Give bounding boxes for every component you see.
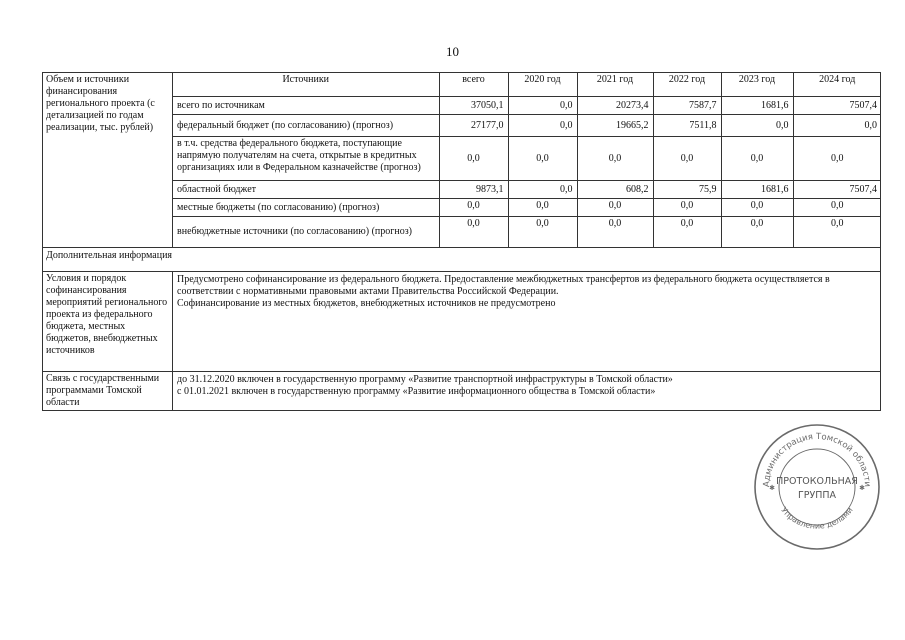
table-row — [173, 115, 881, 137]
header-2021: 2021 год — [577, 73, 653, 97]
source-cell: в т.ч. средства федерального бюджета, поступающие напрямую получателям на счета, открытые в кредитных организациях или в Федеральном казначействе (прогноз) — [173, 137, 439, 181]
value-cell: 7511,8 — [653, 115, 721, 137]
source-cell: внебюджетные источники (по согласованию) (прогноз) — [173, 217, 439, 247]
page-number: 10 — [446, 44, 459, 59]
cofinancing-text-1: Предусмотрено софинансирование из федерального бюджета. Предоставление межбюджетных трансфертов из федерального бюджета осуществляется в соответствии с нормативными правовыми актами Правительства Российской Федерации. — [177, 273, 830, 297]
value-cell: 0,0 — [577, 137, 653, 181]
value-cell: 7587,7 — [653, 97, 721, 115]
stamp-center-line2: ГРУППА — [797, 490, 837, 501]
value-cell: 20273,4 — [577, 97, 653, 115]
stamp-center-line1: ПРОТОКОЛЬНАЯ — [776, 476, 858, 487]
header-2024: 2024 год — [793, 73, 881, 97]
value-cell: 75,9 — [653, 181, 721, 199]
header-2023: 2023 год — [721, 73, 793, 97]
table-row — [173, 97, 881, 115]
programs-label: Связь с государственными программами Томской области — [43, 371, 173, 410]
source-cell: областной бюджет — [173, 181, 439, 199]
passport-table — [42, 72, 881, 411]
programs-section — [43, 371, 881, 410]
table-row — [173, 181, 881, 199]
star-icon: ✱ — [859, 484, 865, 492]
value-cell: 0,0 — [508, 217, 577, 247]
source-cell: федеральный бюджет (по согласованию) (прогноз) — [173, 115, 439, 137]
value-cell: 7507,4 — [793, 181, 881, 199]
table-row — [173, 199, 881, 217]
stamp-outer-text: Администрация Томской области — [761, 431, 873, 488]
value-cell: 0,0 — [793, 199, 881, 217]
value-cell: 27177,0 — [439, 115, 508, 137]
value-cell: 0,0 — [508, 181, 577, 199]
programs-text-1: до 31.12.2020 включен в государственную программу «Развитие транспортной инфраструктуры в Томской области» — [177, 373, 673, 385]
value-cell: 0,0 — [577, 217, 653, 247]
financing-header-row — [173, 73, 881, 97]
value-cell: 0,0 — [653, 217, 721, 247]
programs-text-2: с 01.01.2021 включен в государственную программу «Развитие информационного общества в Томской области» — [177, 385, 656, 397]
value-cell: 0,0 — [653, 199, 721, 217]
source-cell: местные бюджеты (по согласованию) (прогноз) — [173, 199, 439, 217]
value-cell: 0,0 — [508, 137, 577, 181]
value-cell: 0,0 — [577, 199, 653, 217]
value-cell: 7507,4 — [793, 97, 881, 115]
financing-table — [173, 73, 881, 247]
value-cell: 608,2 — [577, 181, 653, 199]
value-cell: 0,0 — [508, 199, 577, 217]
value-cell: 0,0 — [439, 199, 508, 217]
table-row — [173, 137, 881, 181]
financing-section — [43, 73, 881, 248]
value-cell: 0,0 — [653, 137, 721, 181]
star-icon: ✱ — [769, 484, 775, 492]
header-sources: Источники — [173, 73, 439, 97]
stamp-bottom-text: Управление делами — [779, 505, 855, 531]
value-cell: 37050,1 — [439, 97, 508, 115]
value-cell: 19665,2 — [577, 115, 653, 137]
value-cell: 0,0 — [508, 97, 577, 115]
cofinancing-section — [43, 271, 881, 371]
value-cell: 0,0 — [793, 115, 881, 137]
value-cell: 0,0 — [793, 137, 881, 181]
value-cell: 9873,1 — [439, 181, 508, 199]
additional-info-heading: Дополнительная информация — [43, 247, 881, 271]
cofinancing-label: Условия и порядок софинансирования мероприятий регионального проекта из федерального бюджета, местных бюджетов, внебюджетных источников — [43, 271, 173, 371]
stamp-seal — [752, 422, 882, 552]
value-cell: 0,0 — [439, 217, 508, 247]
additional-info-row — [43, 247, 881, 271]
table-row — [173, 217, 881, 247]
header-2020: 2020 год — [508, 73, 577, 97]
value-cell: 1681,6 — [721, 97, 793, 115]
value-cell: 1681,6 — [721, 181, 793, 199]
value-cell: 0,0 — [721, 115, 793, 137]
source-cell: всего по источникам — [173, 97, 439, 115]
value-cell: 0,0 — [721, 217, 793, 247]
value-cell: 0,0 — [721, 199, 793, 217]
header-total: всего — [439, 73, 508, 97]
value-cell: 0,0 — [793, 217, 881, 247]
financing-label: Объем и источники финансирования регионального проекта (с детализацией по годам реализации, тыс. рублей) — [43, 73, 173, 248]
header-2022: 2022 год — [653, 73, 721, 97]
value-cell: 0,0 — [508, 115, 577, 137]
value-cell: 0,0 — [439, 137, 508, 181]
value-cell: 0,0 — [721, 137, 793, 181]
cofinancing-text-2: Софинансирование из местных бюджетов, внебюджетных источников не предусмотрено — [177, 297, 556, 309]
